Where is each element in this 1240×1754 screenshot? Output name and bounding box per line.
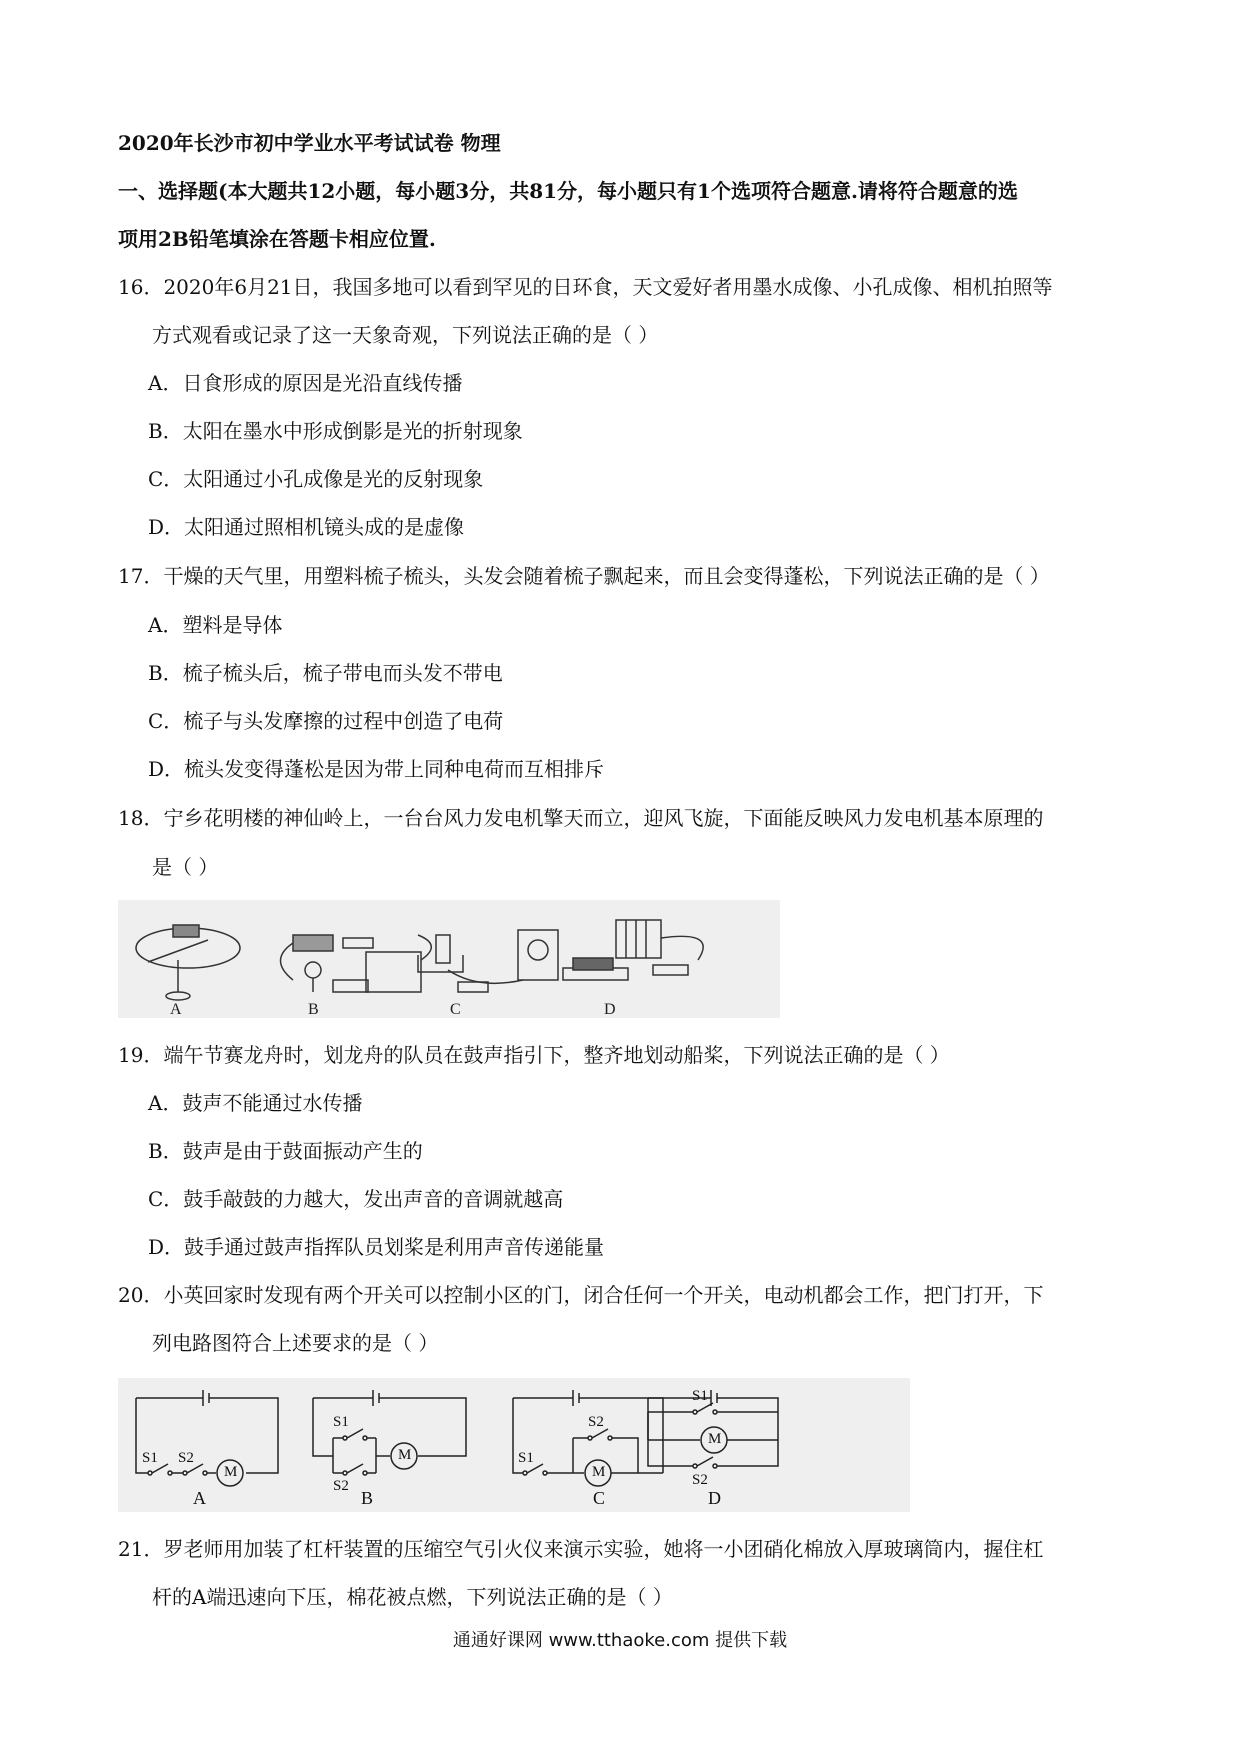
question-21-text: 21．罗老师用加装了杠杆装置的压缩空气引火仪来演示实验，她将一小团硝化棉放入厚玻璃筒内，握住杠	[118, 1537, 1044, 1561]
figure-18-label-d: D	[604, 1001, 616, 1018]
section-heading-line2: 项用2B铅笔填涂在答题卡相应位置.	[118, 227, 436, 251]
circuit-c-s2-label: S2	[588, 1414, 604, 1430]
question-16-option-c: C．太阳通过小孔成像是光的反射现象	[148, 467, 484, 491]
circuit-b-motor-label: M	[398, 1447, 412, 1463]
circuit-label-c: C	[593, 1488, 606, 1508]
circuit-d-s1-label: S1	[692, 1388, 708, 1404]
question-19-option-a: A．鼓声不能通过水传播	[148, 1091, 363, 1115]
question-21-text-cont: 杆的A端迅速向下压，棉花被点燃，下列说法正确的是（ ）	[152, 1585, 673, 1609]
question-20-circuit-figure	[118, 1378, 910, 1512]
circuit-a-s1-label: S1	[142, 1450, 158, 1466]
circuit-a-s2-label: S2	[178, 1450, 194, 1466]
question-19-option-b: B．鼓声是由于鼓面振动产生的	[148, 1139, 423, 1163]
question-19-option-c: C．鼓手敲鼓的力越大，发出声音的音调就越高	[148, 1187, 564, 1211]
question-17-option-a: A．塑料是导体	[148, 613, 283, 637]
question-16-option-b: B．太阳在墨水中形成倒影是光的折射现象	[148, 419, 523, 443]
question-18-text: 18．宁乡花明楼的神仙岭上，一台台风力发电机擎天而立，迎风飞旋，下面能反映风力发电机基本原理的	[118, 806, 1044, 830]
page-footer: 通通好课网 www.tthaoke.com 提供下载	[452, 1630, 788, 1651]
question-18-figure	[118, 900, 780, 1018]
circuit-c-s1-label: S1	[518, 1450, 534, 1466]
circuit-d-motor-label: M	[708, 1431, 722, 1447]
circuit-d-s2-label: S2	[692, 1472, 708, 1488]
circuit-c-motor-label: M	[592, 1464, 606, 1480]
question-17-option-b: B．梳子梳头后，梳子带电而头发不带电	[148, 661, 503, 685]
figure-18-label-c: C	[450, 1001, 461, 1018]
question-19-text: 19．端午节赛龙舟时，划龙舟的队员在鼓声指引下，整齐地划动船桨，下列说法正确的是（ ）	[118, 1043, 950, 1067]
question-20-text: 20．小英回家时发现有两个开关可以控制小区的门，闭合任何一个开关，电动机都会工作，把门打开，下	[118, 1283, 1044, 1307]
circuit-label-d: D	[708, 1488, 721, 1508]
page-title: 2020年长沙市初中学业水平考试试卷 物理	[118, 131, 501, 155]
question-16-option-a: A．日食形成的原因是光沿直线传播	[148, 371, 463, 395]
question-17-option-c: C．梳子与头发摩擦的过程中创造了电荷	[148, 709, 504, 733]
circuit-label-b: B	[361, 1488, 374, 1508]
question-16-text-cont: 方式观看或记录了这一天象奇观，下列说法正确的是（ ）	[152, 323, 659, 347]
circuit-label-a: A	[193, 1488, 206, 1508]
figure-a-apparatus	[136, 925, 240, 1000]
question-20-text-cont: 列电路图符合上述要求的是（ ）	[152, 1331, 439, 1355]
figure-18-label-a: A	[170, 1001, 182, 1018]
question-16-option-d: D．太阳通过照相机镜头成的是虚像	[148, 515, 465, 539]
question-18-text-cont: 是（ ）	[152, 855, 219, 879]
question-16-text: 16．2020年6月21日，我国多地可以看到罕见的日环食，天文爱好者用墨水成像、小孔成像、相机拍照等	[118, 275, 1053, 299]
circuit-b-s1-label: S1	[333, 1414, 349, 1430]
question-17-option-d: D．梳头发变得蓬松是因为带上同种电荷而互相排斥	[148, 757, 605, 781]
figure-d-apparatus	[563, 920, 703, 980]
figure-18-label-b: B	[308, 1001, 319, 1018]
figure-b-apparatus	[281, 935, 432, 992]
question-17-text: 17．干燥的天气里，用塑料梳子梳头，头发会随着梳子飘起来，而且会变得蓬松，下列说法正确的是（ ）	[118, 564, 1050, 588]
circuit-a-motor-label: M	[224, 1464, 238, 1480]
section-heading-line1: 一、选择题(本大题共12小题，每小题3分，共81分，每小题只有1个选项符合题意.请将符合题意的选	[118, 179, 1018, 203]
question-19-option-d: D．鼓手通过鼓声指挥队员划桨是利用声音传递能量	[148, 1235, 605, 1259]
figure-c-apparatus	[418, 930, 558, 992]
circuit-b-s2-label: S2	[333, 1478, 349, 1494]
